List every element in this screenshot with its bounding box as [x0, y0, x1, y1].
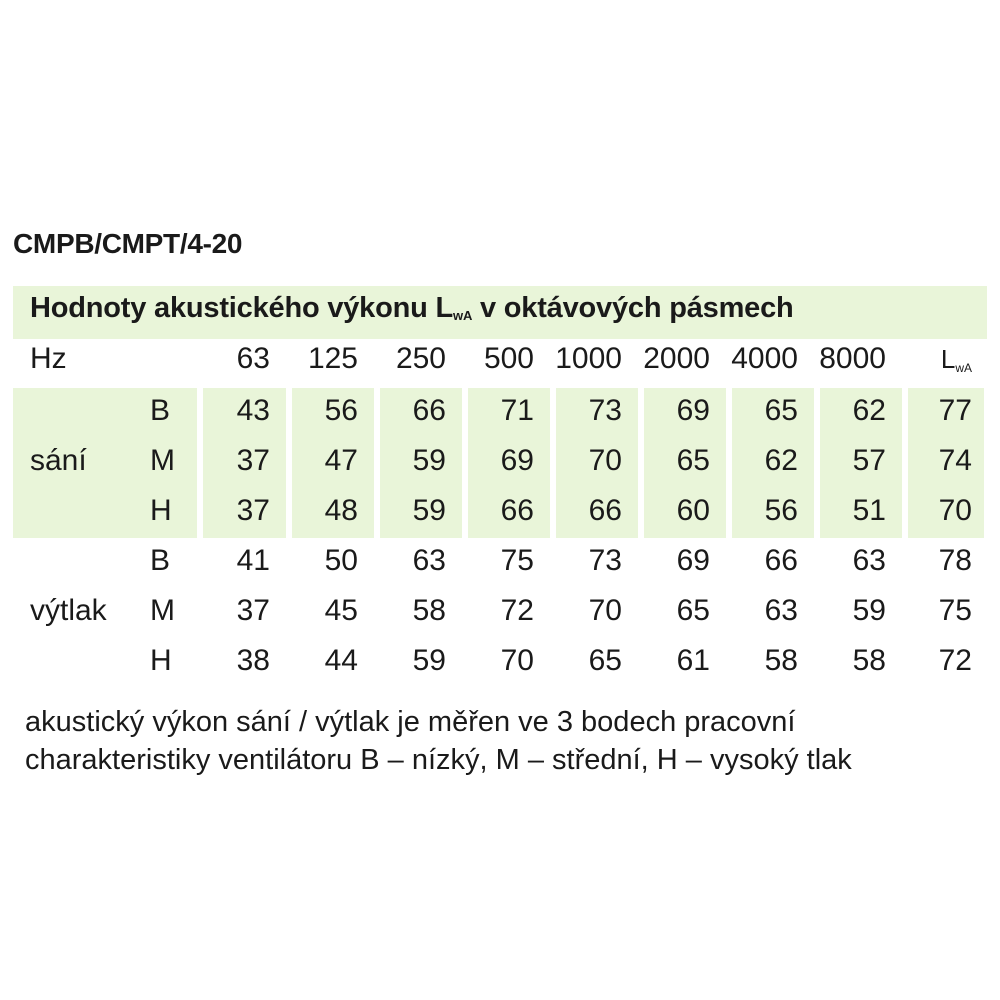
table-cell: 60 [676, 494, 710, 527]
table-cell: 56 [764, 494, 798, 527]
table-cell: 65 [676, 444, 710, 477]
operating-point: H [150, 494, 172, 527]
header-band: 1000 [555, 342, 622, 375]
total-cell: 75 [938, 594, 972, 627]
table-cell: 48 [324, 494, 358, 527]
table-cell: 58 [412, 594, 446, 627]
caption-subscript: wA [453, 308, 473, 323]
table-cell: 44 [324, 644, 358, 677]
table-caption [30, 292, 794, 325]
operating-point: B [150, 394, 171, 427]
table-cell: 65 [764, 394, 798, 427]
header-band: 125 [307, 342, 358, 375]
table-cell: 73 [588, 544, 622, 577]
operating-point: B [150, 544, 171, 577]
table-cell: 37 [236, 444, 270, 477]
operating-point: M [150, 594, 175, 627]
table-cell: 59 [412, 494, 446, 527]
table-cell: 65 [676, 594, 710, 627]
table-cell: 70 [588, 594, 622, 627]
footnote-line-2: charakteristiky ventilátoru B – nízký, M – střední, H – vysoký tlak [25, 744, 852, 776]
table-cell: 72 [500, 594, 534, 627]
table-cell: 38 [236, 644, 270, 677]
header-lwa [872, 342, 972, 385]
caption-main: Hodnoty akustického výkonu L [30, 292, 454, 324]
total-cell: 70 [938, 494, 972, 527]
table-cell: 62 [764, 444, 798, 477]
operating-point: M [150, 444, 175, 477]
table-cell: 59 [852, 594, 886, 627]
table-cell: 58 [852, 644, 886, 677]
header-band: 500 [483, 342, 534, 375]
table-cell: 62 [852, 394, 886, 427]
table-cell: 75 [500, 544, 534, 577]
table-cell: 66 [500, 494, 534, 527]
total-cell: 77 [938, 394, 972, 427]
table-cell: 63 [412, 544, 446, 577]
table-cell: 66 [764, 544, 798, 577]
header-band: 4000 [731, 342, 798, 375]
table-title: CMPB/CMPT/4-20 [13, 228, 243, 259]
footnote [25, 703, 985, 779]
table-cell: 73 [588, 394, 622, 427]
table-cell: 69 [676, 544, 710, 577]
table-cell: 45 [324, 594, 358, 627]
table-cell: 37 [236, 494, 270, 527]
table-cell: 57 [852, 444, 886, 477]
footnote-line-1: akustický výkon sání / výtlak je měřen ve 3 bodech pracovní [25, 706, 796, 738]
table-cell: 50 [324, 544, 358, 577]
table-cell: 37 [236, 594, 270, 627]
total-cell: 74 [938, 444, 972, 477]
table-cell: 69 [676, 394, 710, 427]
header-lwa-sub: wA [955, 361, 972, 375]
table-cell: 66 [412, 394, 446, 427]
table-cell: 59 [412, 644, 446, 677]
header-band: 63 [236, 342, 270, 375]
header-band: 250 [395, 342, 446, 375]
total-cell: 78 [938, 544, 972, 577]
header-hz: Hz [30, 342, 67, 375]
table-cell: 43 [236, 394, 270, 427]
group-label: sání [30, 444, 87, 477]
table-cell: 47 [324, 444, 358, 477]
table-cell: 65 [588, 644, 622, 677]
table-cell: 66 [588, 494, 622, 527]
table-cell: 61 [676, 644, 710, 677]
table-cell: 63 [764, 594, 798, 627]
table-cell: 58 [764, 644, 798, 677]
group-label: výtlak [30, 594, 107, 627]
caption-after: v oktávových pásmech [472, 292, 794, 324]
table-cell: 69 [500, 444, 534, 477]
operating-point: H [150, 644, 172, 677]
total-cell: 72 [938, 644, 972, 677]
table-cell: 71 [500, 394, 534, 427]
table-cell: 51 [852, 494, 886, 527]
table-cell: 70 [500, 644, 534, 677]
table-cell: 70 [588, 444, 622, 477]
header-band: 2000 [643, 342, 710, 375]
header-band: 8000 [819, 342, 886, 375]
table-cell: 41 [236, 544, 270, 577]
table-cell: 63 [852, 544, 886, 577]
table-cell: 56 [324, 394, 358, 427]
header-lwa-main: L [940, 344, 956, 374]
table-cell: 59 [412, 444, 446, 477]
